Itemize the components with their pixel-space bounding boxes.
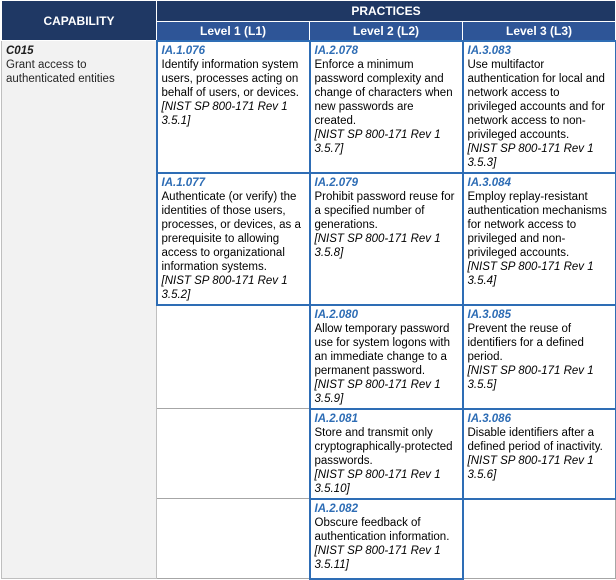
practice-cell-ia-3-085	[463, 305, 616, 409]
empty-practice-cell	[157, 409, 310, 499]
capability-name: Grant access to authenticated entities	[6, 59, 115, 85]
practice-id: IA.3.083	[467, 44, 511, 57]
practice-cell-ia-3-084	[463, 173, 616, 305]
empty-practice-cell	[157, 305, 310, 409]
empty-practice-cell	[463, 499, 616, 579]
practice-text: Store and transmit only cryptographically-protected passwords.	[314, 426, 453, 467]
practice-id: IA.3.085	[467, 308, 511, 321]
practice-text: Authenticate (or verify) the identities of those users, processes, or devices, as a prerequisite to allowing access to organizational information systems.	[161, 190, 301, 273]
practice-id: IA.3.086	[467, 412, 511, 425]
practice-cell-ia-2-081	[310, 409, 463, 499]
practice-id: IA.2.078	[314, 44, 358, 57]
capability-id: C015	[6, 45, 34, 57]
practice-text: Use multifactor authentication for local and network access to privileged accounts and for network access to non-privileged accounts.	[467, 58, 605, 141]
practice-reference: [NIST SP 800-171 Rev 1 3.5.1]	[161, 100, 288, 127]
practice-id: IA.2.082	[314, 502, 358, 515]
level-3-header: Level 3 (L3)	[463, 22, 616, 41]
practice-text: Allow temporary password use for system logons with an immediate change to a permanent password.	[314, 322, 451, 377]
practice-reference: [NIST SP 800-171 Rev 1 3.5.8]	[314, 232, 441, 259]
practice-text: Disable identifiers after a defined period of inactivity.	[467, 426, 603, 453]
practice-text: Obscure feedback of authentication information.	[314, 516, 450, 543]
practice-reference: [NIST SP 800-171 Rev 1 3.5.7]	[314, 128, 441, 155]
practice-id: IA.1.077	[161, 176, 205, 189]
practice-reference: [NIST SP 800-171 Rev 1 3.5.4]	[467, 260, 594, 287]
practice-id: IA.2.079	[314, 176, 358, 189]
practice-text: Employ replay-resistant authentication mechanisms for network access to privileged and non-privileged accounts.	[467, 190, 607, 259]
practice-cell-ia-2-079	[310, 173, 463, 305]
practice-reference: [NIST SP 800-171 Rev 1 3.5.10]	[314, 468, 441, 495]
practice-text: Prohibit password reuse for a specified number of generations.	[314, 190, 455, 231]
practice-reference: [NIST SP 800-171 Rev 1 3.5.3]	[467, 142, 594, 169]
practice-cell-ia-1-077	[157, 173, 310, 305]
practice-text: Prevent the reuse of identifiers for a defined period.	[467, 322, 584, 363]
practice-cell-ia-2-080	[310, 305, 463, 409]
practice-reference: [NIST SP 800-171 Rev 1 3.5.11]	[314, 544, 441, 571]
practice-cell-ia-2-078	[310, 41, 463, 173]
practice-cell-ia-3-086	[463, 409, 616, 499]
practice-reference: [NIST SP 800-171 Rev 1 3.5.2]	[161, 274, 288, 301]
practice-cell-ia-2-082	[310, 499, 463, 579]
empty-practice-cell	[157, 499, 310, 579]
practice-reference: [NIST SP 800-171 Rev 1 3.5.5]	[467, 364, 594, 391]
practice-reference: [NIST SP 800-171 Rev 1 3.5.9]	[314, 378, 441, 405]
practice-reference: [NIST SP 800-171 Rev 1 3.5.6]	[467, 454, 594, 481]
practices-header: PRACTICES	[157, 1, 616, 22]
practice-cell-ia-3-083	[463, 41, 616, 173]
practice-text: Enforce a minimum password complexity and change of characters when new passwords are created.	[314, 58, 453, 127]
level-1-header: Level 1 (L1)	[157, 22, 310, 41]
capability-practices-table	[1, 0, 616, 580]
practice-id: IA.1.076	[161, 44, 205, 57]
level-2-header: Level 2 (L2)	[310, 22, 463, 41]
practice-text: Identify information system users, processes acting on behalf of users, or devices.	[161, 58, 299, 99]
practice-cell-ia-1-076	[157, 41, 310, 173]
practice-id: IA.3.084	[467, 176, 511, 189]
practice-id: IA.2.081	[314, 412, 358, 425]
capability-cell	[2, 41, 157, 579]
capability-header: CAPABILITY	[2, 1, 157, 41]
practice-id: IA.2.080	[314, 308, 358, 321]
